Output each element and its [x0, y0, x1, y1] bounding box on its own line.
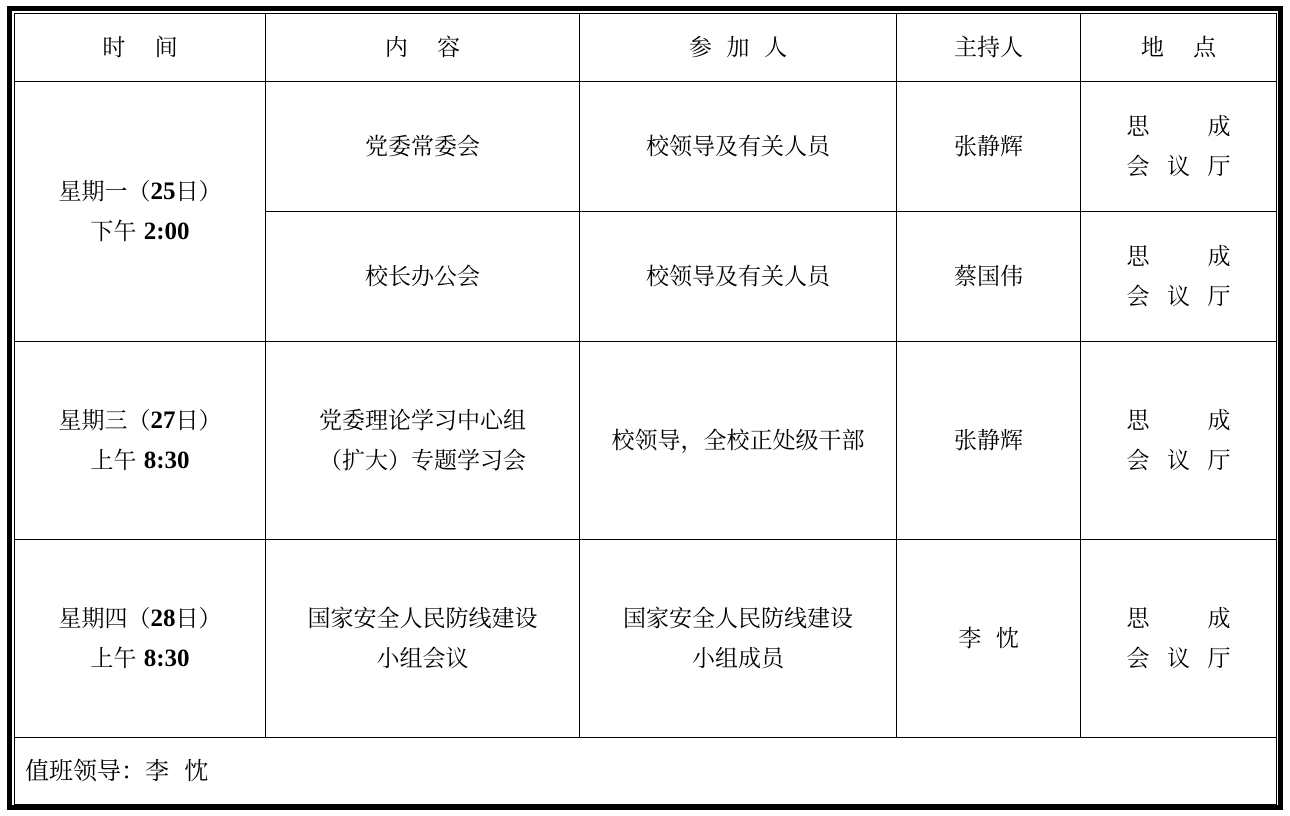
place-cell	[1081, 342, 1277, 540]
header-place: 地 点	[1081, 14, 1277, 82]
time-cell-wednesday	[15, 342, 266, 540]
host-cell: 李 忱	[897, 540, 1081, 738]
time-date: 星期一（25日）	[58, 177, 222, 205]
table-row	[15, 82, 1277, 212]
table-row	[15, 540, 1277, 738]
host-cell: 张静辉	[897, 82, 1081, 212]
place-cell	[1081, 212, 1277, 342]
participants-cell: 校领导，全校正处级干部	[580, 342, 897, 540]
content-cell: 党委理论学习中心组 （扩大）专题学习会	[266, 342, 580, 540]
content-cell: 国家安全人民防线建设 小组会议	[266, 540, 580, 738]
venue-text: 思 成 会 议 厅	[1126, 605, 1231, 672]
duty-leader: 值班领导：李 忱	[15, 738, 1277, 805]
host-cell: 张静辉	[897, 342, 1081, 540]
header-time: 时 间	[15, 14, 266, 82]
schedule-table	[14, 13, 1277, 805]
time-clock: 上午 8:30	[90, 644, 190, 672]
place-cell	[1081, 82, 1277, 212]
venue-text: 思 成 会 议 厅	[1126, 243, 1231, 310]
footer-row	[15, 738, 1277, 805]
participants-cell: 国家安全人民防线建设 小组成员	[580, 540, 897, 738]
time-date: 星期三（27日）	[58, 406, 222, 434]
time-date: 星期四（28日）	[58, 604, 222, 632]
place-cell	[1081, 540, 1277, 738]
header-row	[15, 14, 1277, 82]
participants-cell: 校领导及有关人员	[580, 212, 897, 342]
header-host: 主持人	[897, 14, 1081, 82]
venue-text: 思 成 会 议 厅	[1126, 407, 1231, 474]
time-clock: 下午 2:00	[90, 217, 190, 245]
header-participants: 参 加 人	[580, 14, 897, 82]
time-cell-monday	[15, 82, 266, 342]
header-content: 内 容	[266, 14, 580, 82]
table-row	[15, 342, 1277, 540]
time-cell-thursday	[15, 540, 266, 738]
time-clock: 上午 8:30	[90, 446, 190, 474]
participants-cell: 校领导及有关人员	[580, 82, 897, 212]
content-cell: 校长办公会	[266, 212, 580, 342]
venue-text: 思 成 会 议 厅	[1126, 113, 1231, 180]
content-cell: 党委常委会	[266, 82, 580, 212]
host-cell: 蔡国伟	[897, 212, 1081, 342]
